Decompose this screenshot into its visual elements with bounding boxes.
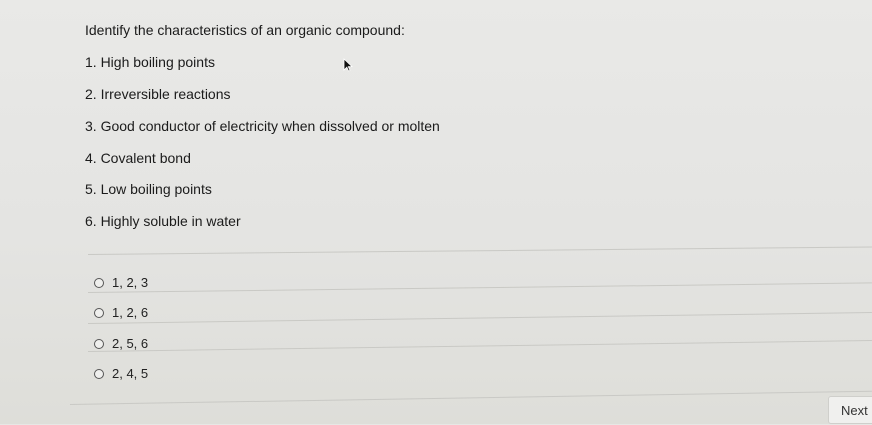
option-divider	[88, 282, 872, 293]
answer-option-label: 2, 4, 5	[112, 366, 149, 381]
options-top-divider	[88, 246, 872, 255]
answer-option-label: 1, 2, 3	[112, 275, 149, 290]
statement-item: 6. Highly soluble in water	[85, 213, 241, 229]
options-bottom-divider	[70, 391, 872, 405]
radio-button-icon[interactable]	[94, 308, 104, 318]
option-divider	[88, 312, 872, 324]
radio-button-icon[interactable]	[94, 369, 104, 379]
statement-item: 5. Low boiling points	[85, 181, 212, 197]
answer-option-1[interactable]	[94, 275, 148, 290]
option-divider	[88, 340, 872, 352]
statement-item: 3. Good conductor of electricity when dissolved or molten	[85, 118, 440, 134]
answer-option-label: 1, 2, 6	[112, 305, 149, 320]
mouse-cursor-icon	[343, 58, 353, 72]
statement-item: 1. High boiling points	[85, 54, 215, 70]
answer-option-2[interactable]	[94, 305, 148, 320]
answer-option-4[interactable]	[94, 366, 148, 381]
answer-option-label: 2, 5, 6	[112, 336, 149, 351]
radio-button-icon[interactable]	[94, 278, 104, 288]
statement-item: 4. Covalent bond	[85, 150, 191, 166]
next-button[interactable]: Next	[828, 396, 872, 424]
question-prompt: Identify the characteristics of an organic compound:	[85, 22, 405, 38]
statement-item: 2. Irreversible reactions	[85, 86, 231, 102]
answer-option-3[interactable]	[94, 336, 148, 351]
radio-button-icon[interactable]	[94, 339, 104, 349]
